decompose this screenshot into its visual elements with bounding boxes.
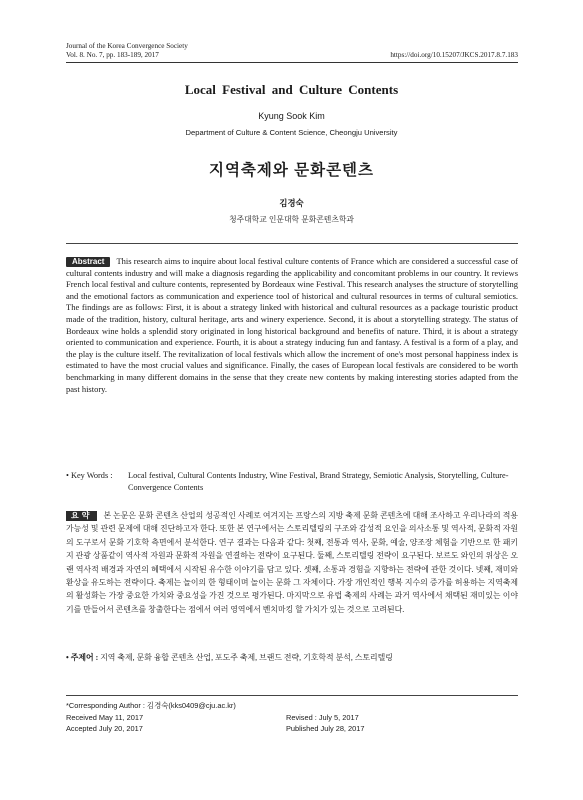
affiliation-en: Department of Culture & Content Science, Cheongju University [185,128,398,137]
abstract [66,256,518,395]
author-en: Kyung Sook Kim [258,111,325,121]
section-rule [66,243,518,244]
abstract-ko-badge: 요약 [66,511,97,521]
keywords-ko-text: 지역 축제, 문화 융합 콘텐츠 산업, 포도주 축제, 브랜드 전략, 기호학적 분석, 스토리텔링 [100,653,393,662]
abstract-ko-text: 본 논문은 문화 콘텐츠 산업의 성공적인 사례로 여겨지는 프랑스의 지방 축제 문화 콘텐츠에 대해 조사하고 우리나라의 적용 가능성 및 관련 문제에 대해 진단하고자 한다. 또한 본 연구에서는 스토리텔링의 구조와 감성적 요인을 의사소통 및 역사적, 문화적 자원의 도구로서 문화 기호학 측면에서 분석한다. 연구 결과는 다음과 같다: 첫째, 전통과 역사, 문화, 예술, 양조장 체험을 기반으로 한 패키지 관광 상품같이 역사적 자원과 문화적 자원을 연결하는 전략이 요구된다. 둘째, 스토리텔링 전략이 요구된다. 보르도 와인의 위상은 오랜 역사적 배경과 자연의 혜택에서 시작된 유수한 이야기를 담고 있다. 셋째, 소통과 경험을 지향하는 전략에 관한 것이다. 넷째, 재미와 환상을 유도하는 전략이다. 축제는 놀이의 한 형태이며 놀이는 문화 그 자체이다. 가장 개인적인 행복 지수의 증가를 허용하는 지역축제의 활성화는 가장 중요한 가치와 중요성을 가진 것으로 평가된다. 마지막으로 유럽 축제의 사례는 과거 역사에서 채택된 재미있는 이야기를 만들어서 콘텐츠를 창출한다는 점에서 여러 영역에서 벤치마킹 할 가치가 있는 것으로 고려된다. [66,511,518,614]
accepted-date: Accepted July 20, 2017 [66,724,143,733]
title-ko: 지역축제와 문화콘텐츠 [208,162,375,179]
journal-header [66,42,518,60]
journal-name: Journal of the Korea Convergence Society [66,42,188,50]
corresponding-author-text: *Corresponding Author : 김경숙(kks0409@cju.ac.kr) [66,701,236,710]
footnote-rule [66,695,518,696]
keywords [66,470,518,493]
affiliation-ko: 청주대학교 인문대학 문화콘텐츠학과 [229,215,354,224]
footnotes [66,700,518,735]
keywords-label: • Key Words : [66,471,113,480]
header-rule [66,62,518,63]
published-date: Published July 28, 2017 [286,724,365,733]
abstract-ko [66,509,518,616]
journal-doi[interactable]: https://doi.org/10.15207/JKCS.2017.8.7.183 [390,51,518,59]
keywords-ko [66,652,518,663]
revised-date: Revised : July 5, 2017 [286,712,359,722]
keywords-ko-label: • 주제어 : [66,653,99,662]
title-en: Local Festival and Culture Contents [184,82,399,97]
journal-volume: Vol. 8. No. 7, pp. 183-189, 2017 [66,51,159,59]
keywords-text: Local festival, Cultural Contents Industry, Wine Festival, Brand Strategy, Semiotic Analysis, Storytelling, Culture-Convergence Contents [128,471,509,492]
received-date: Received May 11, 2017 [66,712,144,722]
corresponding-author [66,700,518,712]
abstract-text: This research aims to inquire about local festival culture contents of France which are considered a successful case of cultural contents industry and will make a diagnosis regarding the applicability and concomitant problems in our country. It reviews French local festival and culture contents, represented by Bordeaux wine Festival. This research analyses the structure of storytelling and the emotional factors as communication and experience tool of historical and cultural resources in terms of cultural semiotics. The findings are as follows: First, it is about a strategy linked with historical and cultural resources as a package touristic product made of the tradition, history, cultural heritage, arts and winery experience. Second, it is about a storytelling strategy. The status of Bordeaux wine holds a splendid story originated in long historical background and benefits of nature. Third, it is about a strategy oriented to communication and experience. Fourth, it is about a strategy inducing fun and fantasy. A festival is a form of a play, and the play is the culture itself. The revitalization of local festivals which allow the increment of one's most personal happiness index is estimated to have the most crucial values and significance. Finally, the cases of European local festivals are considered to be worth benchmarking in many different domains in the sense that they create new contents by making interesting stories adapted from the past history. [66,256,518,394]
accepted-published-row [66,723,518,735]
author-ko: 김경숙 [279,198,304,208]
abstract-badge: Abstract [66,257,110,267]
received-revised-row [66,712,518,724]
